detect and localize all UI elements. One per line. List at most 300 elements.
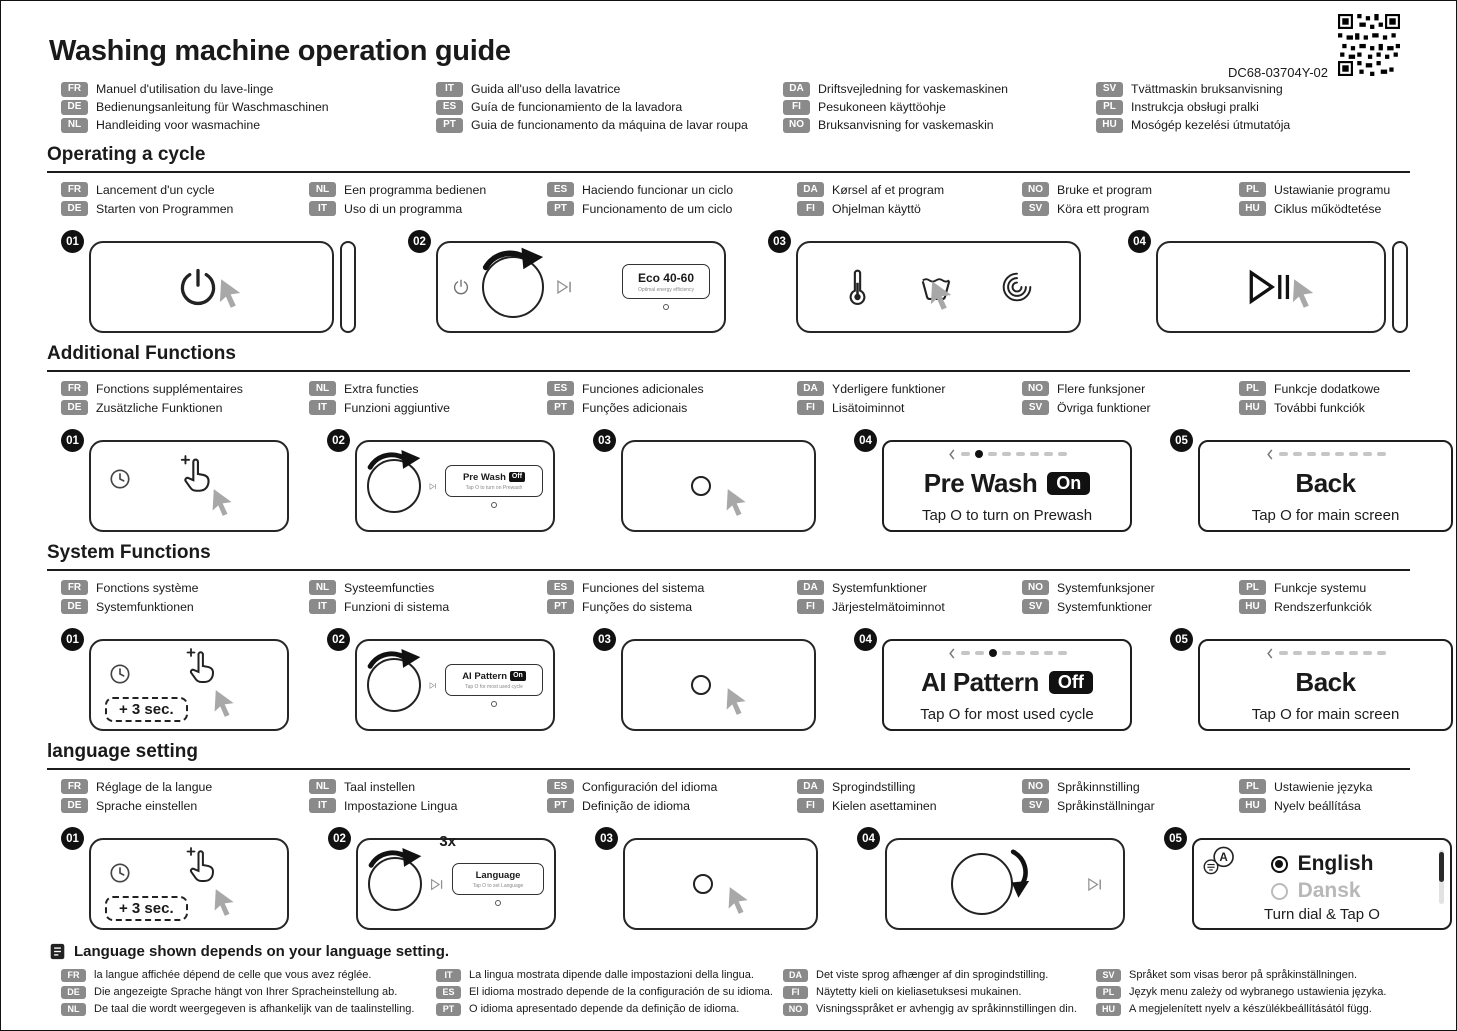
language-entry (1022, 779, 1239, 794)
language-entry (436, 986, 783, 1000)
language-entry (547, 182, 797, 197)
language-icon (1202, 845, 1238, 876)
start-pause-icon (430, 878, 444, 891)
pagination-dash (1044, 452, 1053, 456)
language-entry (1096, 82, 1456, 97)
language-code-badge: SV (1022, 201, 1049, 216)
language-code-badge: IT (309, 400, 336, 415)
pagination-dash (1363, 452, 1372, 456)
language-code-badge: PT (436, 1003, 461, 1017)
options-panel (796, 241, 1081, 333)
step-number: 04 (854, 628, 877, 651)
section-language-setting (1, 741, 1456, 930)
rotate-arrow-icon (1007, 845, 1033, 903)
pagination-dash (1002, 651, 1011, 655)
language-code-badge: ES (547, 381, 574, 396)
language-entry (61, 118, 436, 133)
language-code-badge: IT (309, 798, 336, 813)
language-code-badge: NL (309, 580, 336, 595)
language-code-badge: DE (61, 986, 86, 1000)
language-code-badge: DA (797, 182, 824, 197)
language-text: Funcionamento de um ciclo (582, 201, 733, 216)
language-text: További funkciók (1274, 400, 1365, 415)
turn-count-label: 3x (439, 833, 456, 850)
pagination-dash (1293, 651, 1302, 655)
section-operating (1, 144, 1456, 333)
language-entry (61, 182, 309, 197)
language-text: Uso di un programma (344, 201, 463, 216)
language-code-badge: FI (797, 201, 824, 216)
chevron-left-icon (948, 648, 956, 659)
language-text: Funzioni aggiuntive (344, 400, 450, 415)
language-entry (797, 201, 1022, 216)
language-text: Tvättmaskin bruksanvisning (1131, 82, 1283, 96)
language-code-badge: DE (61, 201, 88, 216)
language-text: Språkinnstilling (1057, 779, 1140, 794)
hold-duration-label: + 3 sec. (105, 697, 188, 722)
cycle-description: Optimal energy efficiency (637, 287, 695, 293)
language-entry (1022, 201, 1239, 216)
language-entry (1239, 381, 1456, 396)
tap-hand-icon (185, 647, 219, 687)
step-operating-02 (408, 230, 728, 333)
step-operating-03 (768, 230, 1083, 333)
language-entry (783, 969, 1096, 983)
pagination-dash (975, 651, 984, 655)
chevron-left-icon (948, 449, 956, 460)
language-text: Manuel d'utilisation du lave-linge (96, 82, 274, 96)
language-entry (61, 100, 436, 115)
language-code-badge: PL (1239, 182, 1266, 197)
language-text: Configuración del idioma (582, 779, 718, 794)
language-text: la langue affichée dépend de celle que vous avez réglée. (94, 969, 372, 982)
select-panel (623, 838, 818, 930)
step-additional-02 (327, 429, 557, 532)
cursor-icon (216, 278, 246, 310)
step-system-03 (593, 628, 818, 731)
language-text: Kielen asettaminen (832, 798, 937, 813)
radio-selected-icon (1271, 856, 1288, 873)
cursor-icon (927, 280, 957, 312)
select-button-dot (663, 304, 669, 310)
language-code-badge: FI (797, 798, 824, 813)
language-text: Instrukcja obsługi pralki (1131, 100, 1259, 114)
language-entry (309, 798, 547, 813)
screen-hint: Turn dial & Tap O (1264, 906, 1380, 923)
language-entry (547, 798, 797, 813)
system-language-labels (61, 578, 1456, 616)
screen-hint: Tap O to turn on Prewash (921, 507, 1093, 524)
language-text: Flere funksjoner (1057, 381, 1146, 396)
cursor-icon (723, 687, 751, 717)
function-name: Pre Wash (462, 471, 506, 483)
pagination-dash (1279, 452, 1288, 456)
language-option-selected (1271, 852, 1374, 876)
program-dial (482, 256, 544, 318)
language-code-badge: IT (436, 82, 463, 97)
language-text: Språkinställningar (1057, 798, 1155, 813)
language-entry (1022, 580, 1239, 595)
tap-hand-icon (185, 846, 219, 886)
language-text: Bruke et program (1057, 182, 1153, 197)
pagination-dash (1030, 651, 1039, 655)
language-entry (61, 82, 436, 97)
cursor-icon (211, 888, 239, 918)
pagination-dot-active (975, 450, 983, 458)
screen-hint: Tap O for main screen (1251, 706, 1400, 723)
step-system-01 (61, 628, 291, 731)
language-text: Guia de funcionamento da máquina de lavar roupa (471, 118, 748, 132)
step-number: 02 (327, 429, 350, 452)
language-text: Guía de funcionamiento de la lavadora (471, 100, 683, 114)
cycle-name: Eco 40-60 (637, 271, 695, 285)
language-text: Lancement d'un cycle (96, 182, 215, 197)
language-entry (797, 599, 1022, 614)
start-pause-icon (1248, 269, 1294, 305)
language-code-badge: NL (61, 1003, 86, 1017)
step-number: 02 (327, 628, 350, 651)
language-code-badge: NL (309, 779, 336, 794)
language-entry (309, 201, 547, 216)
language-text: De taal die wordt weergegeven is afhankelijk van de taalinstelling. (94, 1003, 415, 1016)
cursor-icon (723, 488, 751, 518)
language-entry (309, 400, 547, 415)
pagination-dash (1321, 651, 1330, 655)
language-text: O idioma apresentado depende da definição de idioma. (469, 1003, 740, 1016)
language-code-badge: NL (309, 182, 336, 197)
step-number: 03 (593, 429, 616, 452)
step-system-04 (854, 628, 1134, 731)
language-code-badge: DA (783, 969, 808, 983)
operating-steps (61, 230, 1456, 333)
language-text: Lisätoiminnot (832, 400, 905, 415)
language-entry (547, 381, 797, 396)
language-entry (797, 381, 1022, 396)
step-additional-03 (593, 429, 818, 532)
step-number: 01 (61, 230, 84, 253)
language-entry (783, 986, 1096, 1000)
language-code-badge: ES (436, 100, 463, 115)
language-code-badge: DE (61, 798, 88, 813)
language-code-badge: PL (1096, 986, 1121, 1000)
language-entry (61, 1003, 436, 1017)
step-additional-01 (61, 429, 291, 532)
language-code-badge: PT (436, 118, 463, 133)
language-select-screen (1192, 838, 1452, 930)
language-text: El idioma mostrado depende de la configuración de su idioma. (469, 986, 773, 999)
function-state-badge: Off (509, 472, 525, 482)
language-text: Nyelv beállítása (1274, 798, 1361, 813)
select-button (693, 874, 713, 894)
program-dial (368, 833, 456, 911)
language-text: Ustawianie programu (1274, 182, 1391, 197)
language-text: Ustawienie języka (1274, 779, 1373, 794)
language-code-badge: IT (309, 201, 336, 216)
pagination-dash (988, 452, 997, 456)
language-text: Impostazione Lingua (344, 798, 458, 813)
pagination-dash (1321, 452, 1330, 456)
language-code-badge: DE (61, 400, 88, 415)
language-text: Systemfunktioner (832, 580, 928, 595)
language-text: Yderligere funktioner (832, 381, 946, 396)
language-code-badge: PT (547, 201, 574, 216)
language-code-badge: FR (61, 779, 88, 794)
language-code-badge: FR (61, 580, 88, 595)
step-language-03 (595, 827, 820, 930)
language-code-badge: PL (1239, 580, 1266, 595)
section-additional (1, 343, 1456, 532)
scrollbar (1439, 850, 1444, 904)
step-number: 03 (768, 230, 791, 253)
step-language-02 (328, 827, 558, 930)
section-title-operating: Operating a cycle (47, 144, 1410, 173)
language-code-badge: NO (783, 118, 810, 133)
pagination-dot-active (989, 649, 997, 657)
language-text: Funciones del sistema (582, 580, 705, 595)
language-code-badge: ES (436, 986, 461, 1000)
delay-clock-icon (109, 862, 131, 884)
language-text: Starten von Programmen (96, 201, 234, 216)
function-hint: Tap O to turn on Prewash (465, 484, 523, 491)
language-text: Systemfunktionen (96, 599, 194, 614)
step-number: 05 (1170, 628, 1193, 651)
function-display (452, 863, 544, 895)
select-button-dot (491, 701, 497, 707)
language-code-badge: FR (61, 82, 88, 97)
operating-language-labels (61, 180, 1456, 218)
language-entry (1022, 381, 1239, 396)
language-entry (61, 779, 309, 794)
language-code-badge: ES (547, 779, 574, 794)
touch-hold-panel (89, 639, 289, 731)
start-pause-icon (429, 480, 437, 493)
language-entry (436, 100, 783, 115)
language-code-badge: SV (1022, 400, 1049, 415)
ai-pattern-screen (882, 639, 1132, 731)
language-entry (436, 82, 783, 97)
step-number: 03 (595, 827, 618, 850)
language-entry (61, 400, 309, 415)
language-code-badge: SV (1096, 82, 1123, 97)
language-text: Mosógép kezelési útmutatója (1131, 118, 1291, 132)
start-pause-icon (1087, 877, 1103, 892)
touch-hold-panel (89, 838, 289, 930)
additional-steps (61, 429, 1456, 532)
language-code-badge: NL (309, 381, 336, 396)
language-entry (436, 118, 783, 133)
language-entry (1022, 798, 1239, 813)
function-dial-panel (355, 440, 555, 532)
language-text: Rendszerfunkciók (1274, 599, 1372, 614)
pagination-dash (1044, 651, 1053, 655)
language-text: Köra ett program (1057, 201, 1150, 216)
pagination-dash (1016, 651, 1025, 655)
section-title-additional: Additional Functions (47, 343, 1410, 372)
select-button-dot (495, 900, 501, 906)
program-dial (951, 853, 1013, 915)
cursor-icon (1289, 278, 1319, 310)
function-display (445, 664, 543, 696)
note-icon (49, 942, 66, 961)
language-code-badge: PT (547, 599, 574, 614)
language-text: Funzioni di sistema (344, 599, 450, 614)
language-entry (309, 580, 547, 595)
pagination-dash (1002, 452, 1011, 456)
language-entry (547, 599, 797, 614)
step-number: 04 (1128, 230, 1151, 253)
section-title-language: language setting (47, 741, 1410, 770)
language-text: Sprogindstilling (832, 779, 916, 794)
language-code-badge: DE (61, 599, 88, 614)
language-code-badge: HU (1096, 1003, 1121, 1017)
function-name: Language (475, 869, 521, 881)
language-code-badge: HU (1239, 400, 1266, 415)
language-text: Handleiding voor wasmachine (96, 118, 261, 132)
language-code-badge: NO (1022, 580, 1049, 595)
cycle-dial-panel (436, 241, 726, 333)
rotate-arrow-icon (365, 445, 423, 473)
pagination-dash (1307, 651, 1316, 655)
pagination-dots (948, 449, 1067, 459)
step-number: 04 (857, 827, 880, 850)
language-code-badge: HU (1096, 118, 1123, 133)
language-entry (797, 580, 1022, 595)
state-badge: Off (1049, 671, 1093, 694)
start-pause-panel (1156, 241, 1386, 333)
language-entry (797, 779, 1022, 794)
language-code-badge: SV (1096, 969, 1121, 983)
language-code-badge: NO (783, 1003, 808, 1017)
language-entry (783, 118, 1096, 133)
language-entry (1022, 400, 1239, 415)
language-code-badge: DA (797, 779, 824, 794)
back-screen (1198, 639, 1453, 731)
language-entry (61, 969, 436, 983)
language-text: Driftsvejledning for vaskemaskinen (818, 82, 1009, 96)
language-entry (797, 182, 1022, 197)
step-language-04 (857, 827, 1127, 930)
function-dial-panel (355, 639, 555, 731)
screen-title: Back (1295, 666, 1356, 697)
step-operating-01 (61, 230, 358, 333)
screen-title: Back (1295, 467, 1356, 498)
language-code-badge: DA (783, 82, 810, 97)
page-title: Washing machine operation guide (49, 35, 511, 67)
language-text: Visningsspråket er avhengig av språkinnstillingen din. (816, 1003, 1077, 1016)
section-system (1, 542, 1456, 731)
language-code-badge: IT (309, 599, 336, 614)
language-entry (547, 779, 797, 794)
language-text: Guida all'uso della lavatrice (471, 82, 621, 96)
language-text: Språket som visas beror på språkinställningen. (1129, 969, 1358, 982)
language-code-badge: HU (1239, 599, 1266, 614)
language-entry (1096, 100, 1456, 115)
cursor-icon (211, 689, 239, 719)
language-code-badge: NO (1022, 381, 1049, 396)
select-button-dot (491, 502, 497, 508)
language-code-badge: SV (1022, 599, 1049, 614)
language-entry (1239, 201, 1456, 216)
language-text: Järjestelmätoiminnot (832, 599, 945, 614)
pagination-dash (1349, 452, 1358, 456)
language-text: Pesukoneen käyttöohje (818, 100, 946, 114)
language-entry (1022, 182, 1239, 197)
language-setting-steps (61, 827, 1456, 930)
screen-hint: Tap O for main screen (1251, 507, 1400, 524)
language-code-badge: ES (547, 182, 574, 197)
temperature-icon (844, 268, 871, 306)
language-text: Bedienungsanleitung für Waschmaschinen (96, 100, 329, 114)
function-hint: Tap O to set Language (472, 882, 524, 889)
step-language-05 (1164, 827, 1454, 930)
language-entry (309, 779, 547, 794)
language-code-badge: PL (1239, 381, 1266, 396)
language-text: Systemfunktioner (1057, 599, 1153, 614)
language-text: Zusätzliche Funktionen (96, 400, 223, 415)
language-code-badge: ES (547, 580, 574, 595)
language-text: Definição de idioma (582, 798, 691, 813)
language-text: Funciones adicionales (582, 381, 704, 396)
language-entry (1022, 599, 1239, 614)
language-code-badge: PL (1239, 779, 1266, 794)
document-code: DC68-03704Y-02 (1228, 65, 1328, 80)
language-option-label: Dansk (1297, 879, 1361, 902)
pagination-dash (1335, 452, 1344, 456)
step-number: 02 (408, 230, 431, 253)
power-icon (452, 278, 470, 296)
footer-note (49, 942, 1456, 961)
panel-edge (1392, 241, 1408, 333)
language-code-badge: FI (797, 599, 824, 614)
language-text: Taal instellen (344, 779, 416, 794)
start-pause-icon (429, 679, 437, 692)
step-number: 01 (61, 429, 84, 452)
language-code-badge: HU (1239, 201, 1266, 216)
pagination-dash (1335, 651, 1344, 655)
language-code-badge: DA (797, 580, 824, 595)
system-steps (61, 628, 1456, 731)
language-code-badge: FI (797, 400, 824, 415)
language-code-badge: PT (547, 798, 574, 813)
language-entry (61, 381, 309, 396)
screen-hint: Tap O for most used cycle (920, 706, 1094, 723)
select-panel (621, 639, 816, 731)
chevron-left-icon (1266, 648, 1274, 659)
rotate-arrow-icon (366, 843, 424, 871)
step-system-02 (327, 628, 557, 731)
top-language-list (61, 80, 1456, 134)
language-text: Réglage de la langue (96, 779, 213, 794)
pagination-dots (1266, 648, 1386, 658)
language-entry (1239, 798, 1456, 813)
rotate-arrow-icon (365, 644, 423, 672)
step-language-01 (61, 827, 291, 930)
language-text: Fonctions système (96, 580, 199, 595)
language-entry (797, 400, 1022, 415)
cursor-icon (209, 488, 237, 518)
language-entry (61, 986, 436, 1000)
language-text: Systeemfuncties (344, 580, 435, 595)
language-text: Övriga funktioner (1057, 400, 1151, 415)
language-option-label: English (1297, 852, 1374, 875)
language-entry (309, 381, 547, 396)
language-text: Bruksanvisning for vaskemaskin (818, 118, 994, 132)
pagination-dash (1349, 651, 1358, 655)
language-text: Extra functies (344, 381, 419, 396)
language-option-unselected (1271, 879, 1361, 903)
pagination-dash (1307, 452, 1316, 456)
language-entry (61, 599, 309, 614)
